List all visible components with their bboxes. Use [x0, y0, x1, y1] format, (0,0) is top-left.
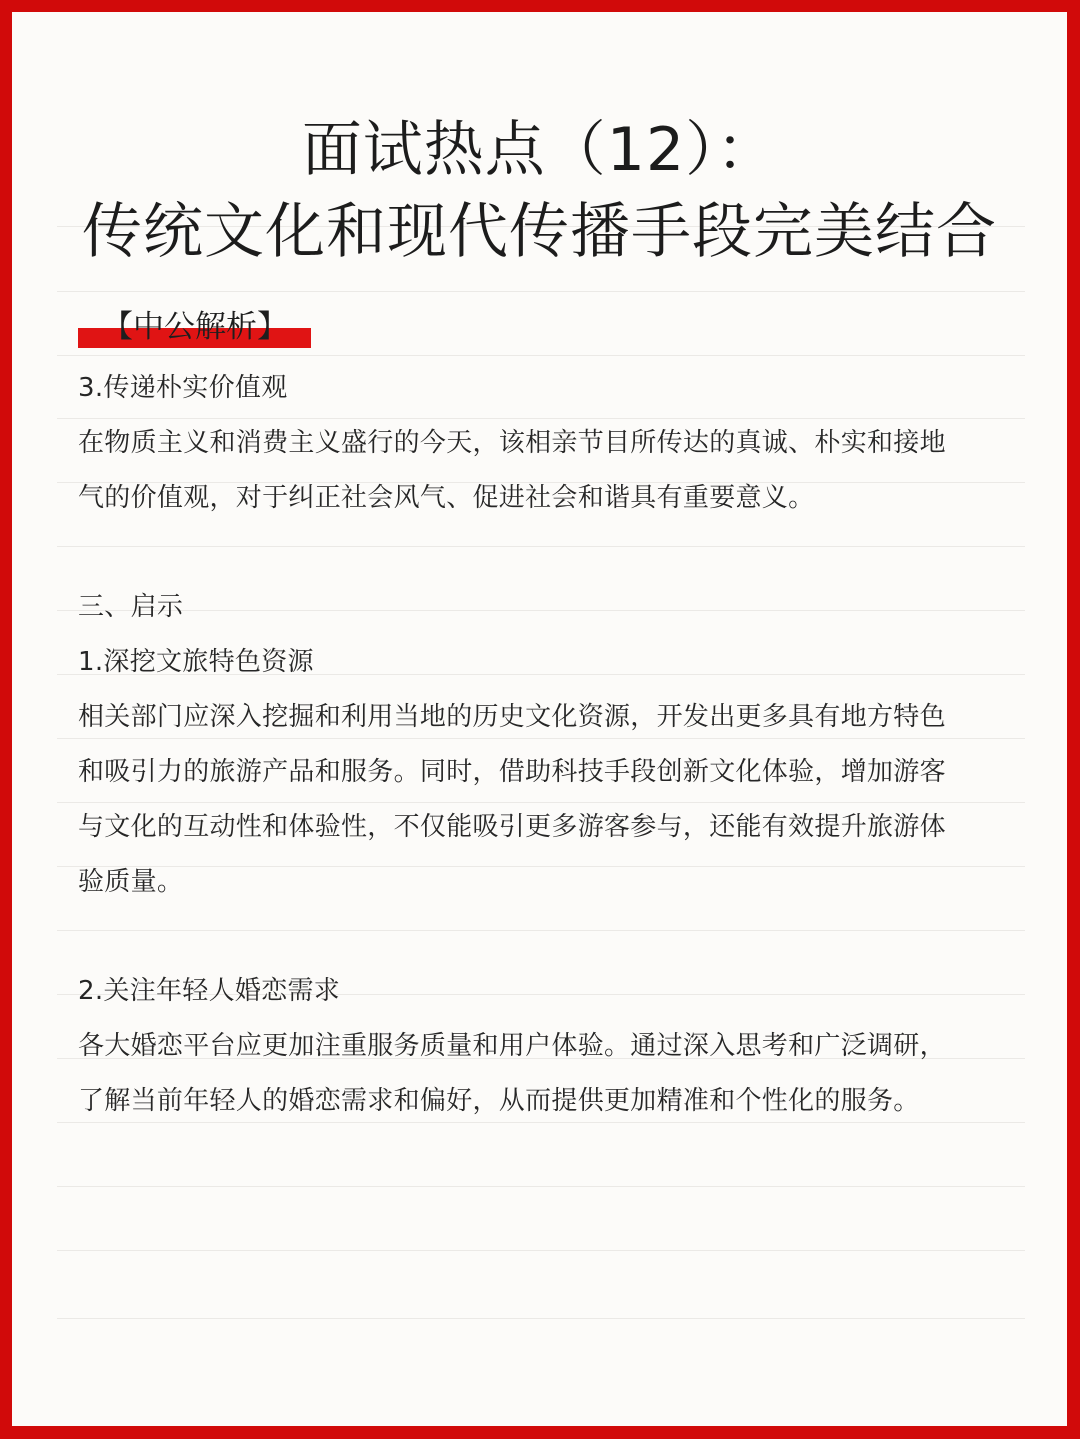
part-3-heading: 三、启示	[78, 592, 184, 622]
ruled-line	[57, 1318, 1025, 1319]
point-2-line-1: 各大婚恋平台应更加注重服务质量和用户体验。通过深入思考和广泛调研，	[78, 1031, 946, 1061]
point-1-line-3: 与文化的互动性和体验性，不仅能吸引更多游客参与，还能有效提升旅游体	[78, 812, 946, 842]
ruled-line	[57, 291, 1025, 292]
page-title-line-1: 面试热点（12）：	[301, 115, 778, 185]
point-2-heading: 2.关注年轻人婚恋需求	[78, 976, 341, 1006]
ruled-line	[57, 930, 1025, 931]
section-3-line-1: 在物质主义和消费主义盛行的今天，该相亲节目所传达的真诚、朴实和接地	[78, 428, 946, 458]
ruled-line	[57, 546, 1025, 547]
page-title-line-2: 传统文化和现代传播手段完美结合	[82, 197, 997, 267]
point-2-line-2: 了解当前年轻人的婚恋需求和偏好，从而提供更加精准和个性化的服务。	[78, 1086, 920, 1116]
point-1-line-2: 和吸引力的旅游产品和服务。同时，借助科技手段创新文化体验，增加游客	[78, 757, 946, 787]
analysis-tag-label: 【中公解析】	[102, 309, 288, 345]
section-3-heading: 3.传递朴实价值观	[78, 373, 288, 403]
ruled-line	[57, 1186, 1025, 1187]
point-1-heading: 1.深挖文旅特色资源	[78, 647, 314, 677]
point-1-line-1: 相关部门应深入挖掘和利用当地的历史文化资源，开发出更多具有地方特色	[78, 702, 946, 732]
point-1-line-4: 验质量。	[78, 867, 184, 897]
analysis-tag	[78, 304, 288, 354]
section-3-line-2: 气的价值观，对于纠正社会风气、促进社会和谐具有重要意义。	[78, 483, 815, 513]
ruled-line	[57, 355, 1025, 356]
paper-sheet	[12, 12, 1067, 1426]
ruled-line	[57, 1250, 1025, 1251]
